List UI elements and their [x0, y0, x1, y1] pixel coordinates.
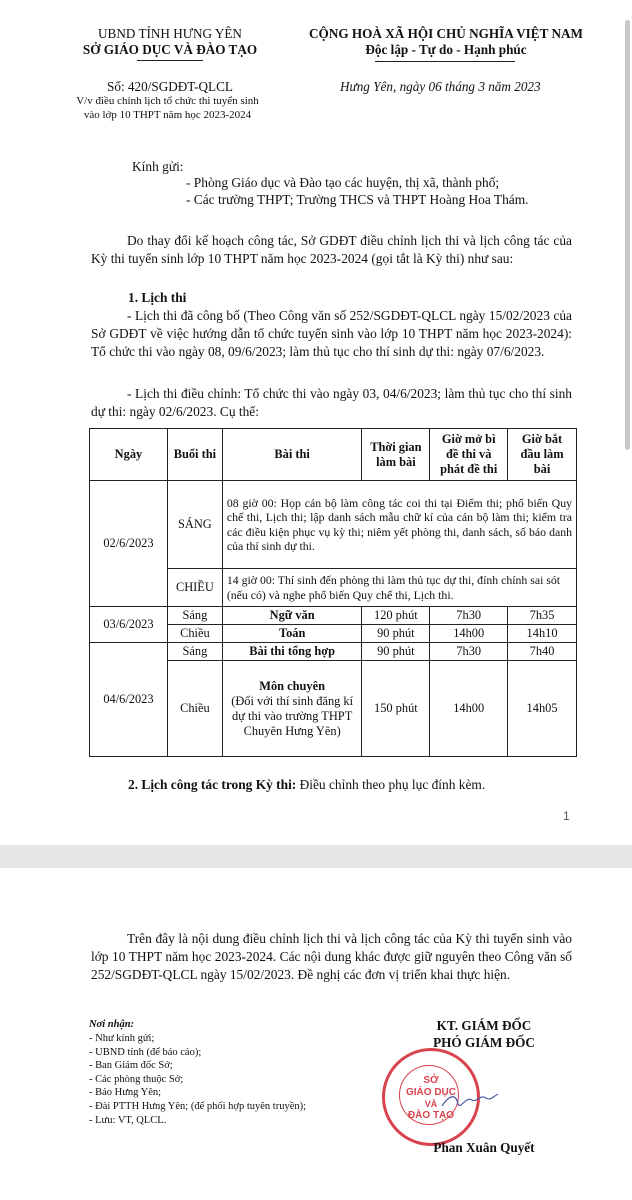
activity-cell: 14 giờ 00: Thí sinh đến phòng thi làm thủ tục dự thi, đính chính sai sót (nếu có) và nghe phổ biến Quy chế thi, Lịch thi. — [222, 569, 576, 607]
recipient-item: - Báo Hưng Yên; — [89, 1087, 162, 1099]
subject-note: (Đối với thí sinh đăng kí dự thi vào trường THPT Chuyên Hưng Yên) — [231, 693, 354, 738]
duration-cell: 150 phút — [362, 661, 430, 757]
start-time-cell: 7h35 — [508, 607, 577, 625]
recipient-item: - Đài PTTH Hưng Yên; (để phối hợp tuyên truyền); — [89, 1100, 307, 1112]
session-cell: Chiều — [167, 661, 222, 757]
section-2-title: 2. Lịch công tác trong Kỳ thi: — [128, 777, 297, 792]
header-session: Buổi thi — [167, 429, 222, 481]
signer-title-2: PHÓ GIÁM ĐỐC — [433, 1035, 535, 1050]
day-cell: 04/6/2023 — [90, 643, 168, 757]
nation-title: CỘNG HOÀ XÃ HỘI CHỦ NGHĨA VIỆT NAM — [309, 26, 583, 41]
header-subject: Bài thi — [222, 429, 362, 481]
subject-line-1: V/v điều chỉnh lịch tổ chức thi tuyển sinh — [76, 95, 259, 107]
recipients-list — [89, 1032, 389, 1127]
duration-cell: 90 phút — [362, 625, 430, 643]
signer-title-1: KT. GIÁM ĐỐC — [436, 1018, 532, 1033]
start-time-cell: 7h40 — [508, 643, 577, 661]
intro-paragraph: Do thay đổi kế hoạch công tác, Sở GDĐT điều chỉnh lịch thi và lịch công tác của Kỳ thi tuyển sinh lớp 10 THPT năm học 2023-2024 (gọi tắt là Kỳ thi) như sau: — [91, 233, 572, 266]
seal-text-top: SỞ — [423, 1075, 439, 1086]
seal-text-middle: GIÁO DỤC — [406, 1087, 456, 1098]
page-separator — [0, 845, 632, 868]
subject-cell: Ngữ văn — [222, 607, 362, 625]
greeting: Kính gửi: — [132, 159, 184, 174]
recipient-item: - Như kính gửi; — [89, 1033, 155, 1044]
recipients-title: Nơi nhận: — [89, 1019, 135, 1030]
divider-left — [137, 60, 203, 61]
signer-name: Phan Xuân Quyết — [433, 1140, 535, 1155]
motto: Độc lập - Tự do - Hạnh phúc — [365, 42, 527, 57]
activity-cell: 08 giờ 00: Họp cán bộ làm công tác coi thi tại Điểm thi; phổ biến Quy chế thi, Lịch thi; lập danh sách mẫu chữ kí của cán bộ làm thi; kiểm tra các điều kiện phục vụ kỳ thi; niêm yết phòng thi, danh sách, số báo danh của thí sinh dự thi. — [222, 481, 576, 569]
table-row — [90, 607, 577, 625]
duration-cell: 120 phút — [362, 607, 430, 625]
session-cell: Chiều — [167, 625, 222, 643]
signature — [440, 1090, 500, 1112]
scrollbar[interactable] — [625, 20, 630, 450]
authority-name: UBND TỈNH HƯNG YÊN — [98, 26, 242, 41]
open-time-cell: 7h30 — [430, 643, 508, 661]
addressee-1: - Phòng Giáo dục và Đào tạo các huyện, thị xã, thành phố; — [186, 175, 500, 190]
session-cell: Sáng — [167, 643, 222, 661]
header-open-time: Giờ mở bì đề thi và phát đề thi — [430, 429, 508, 481]
table-row — [90, 481, 577, 569]
divider-right — [375, 61, 515, 62]
document-number: Số: 420/SGDĐT-QLCL — [107, 79, 233, 94]
page-number: 1 — [563, 809, 570, 823]
start-time-cell: 14h05 — [508, 661, 577, 757]
section-1-title: 1. Lịch thi — [128, 290, 187, 305]
recipient-item: - Lưu: VT, QLCL. — [89, 1114, 167, 1126]
table-header-row — [90, 429, 577, 481]
recipient-item: - Các phòng thuộc Sở; — [89, 1073, 184, 1085]
adjusted-schedule: - Lịch thi điều chỉnh: Tổ chức thi vào ngày 03, 04/6/2023; làm thủ tục cho thí sinh dự thi: ngày 02/6/2023. Cụ thể: — [91, 386, 572, 419]
table-row — [90, 643, 577, 661]
seal-text-and: VÀ — [424, 1099, 438, 1109]
subject-name: Môn chuyên — [259, 678, 326, 693]
recipient-item: - UBND tỉnh (để báo cáo); — [89, 1046, 202, 1058]
subject-cell — [222, 661, 362, 757]
seal-text-bottom: ĐÀO TẠO — [407, 1110, 455, 1121]
duration-cell: 90 phút — [362, 643, 430, 661]
session-cell: Sáng — [167, 607, 222, 625]
open-time-cell: 7h30 — [430, 607, 508, 625]
section-2-text: Điều chỉnh theo phụ lục đính kèm. — [296, 777, 486, 792]
session-cell: CHIỀU — [167, 569, 222, 607]
header-day: Ngày — [90, 429, 168, 481]
open-time-cell: 14h00 — [430, 625, 508, 643]
header-start-time: Giờ bắt đầu làm bài — [508, 429, 577, 481]
start-time-cell: 14h10 — [508, 625, 577, 643]
open-time-cell: 14h00 — [430, 661, 508, 757]
department-name: SỞ GIÁO DỤC VÀ ĐÀO TẠO — [82, 42, 258, 57]
day-cell: 02/6/2023 — [90, 481, 168, 607]
subject-line-2: vào lớp 10 THPT năm học 2023-2024 — [83, 109, 252, 121]
subject-cell: Toán — [222, 625, 362, 643]
subject-cell: Bài thi tổng hợp — [222, 643, 362, 661]
place-date: Hưng Yên, ngày 06 tháng 3 năm 2023 — [340, 79, 541, 94]
section-2 — [128, 776, 588, 794]
closing-paragraph: Trên đây là nội dung điều chỉnh lịch thi và lịch công tác của Kỳ thi tuyển sinh vào lớp 10 THPT năm học 2023-2024. Các nội dung khác được giữ nguyên theo Công văn số 252/SGDĐT-QLCL ngày 15/02/2023. Đề nghị các đơn vị triển khai thực hiện. — [91, 931, 572, 982]
addressee-2: - Các trường THPT; Trường THCS và THPT Hoàng Hoa Thám. — [186, 192, 529, 207]
announced-schedule: - Lịch thi đã công bố (Theo Công văn số 252/SGDĐT-QLCL ngày 15/02/2023 của Sở GDĐT về việc hướng dẫn tổ chức tuyển sinh vào lớp 10 THPT năm học 2023-2024): Tổ chức thi vào ngày 08, 09/6/2023; làm thủ tục cho thí sinh dự thi: ngày 07/6/2023. — [91, 308, 572, 359]
day-cell: 03/6/2023 — [90, 607, 168, 643]
exam-schedule-table — [89, 428, 577, 757]
session-cell: SÁNG — [167, 481, 222, 569]
recipient-item: - Ban Giám đốc Sở; — [89, 1060, 173, 1072]
header-duration: Thời gian làm bài — [362, 429, 430, 481]
